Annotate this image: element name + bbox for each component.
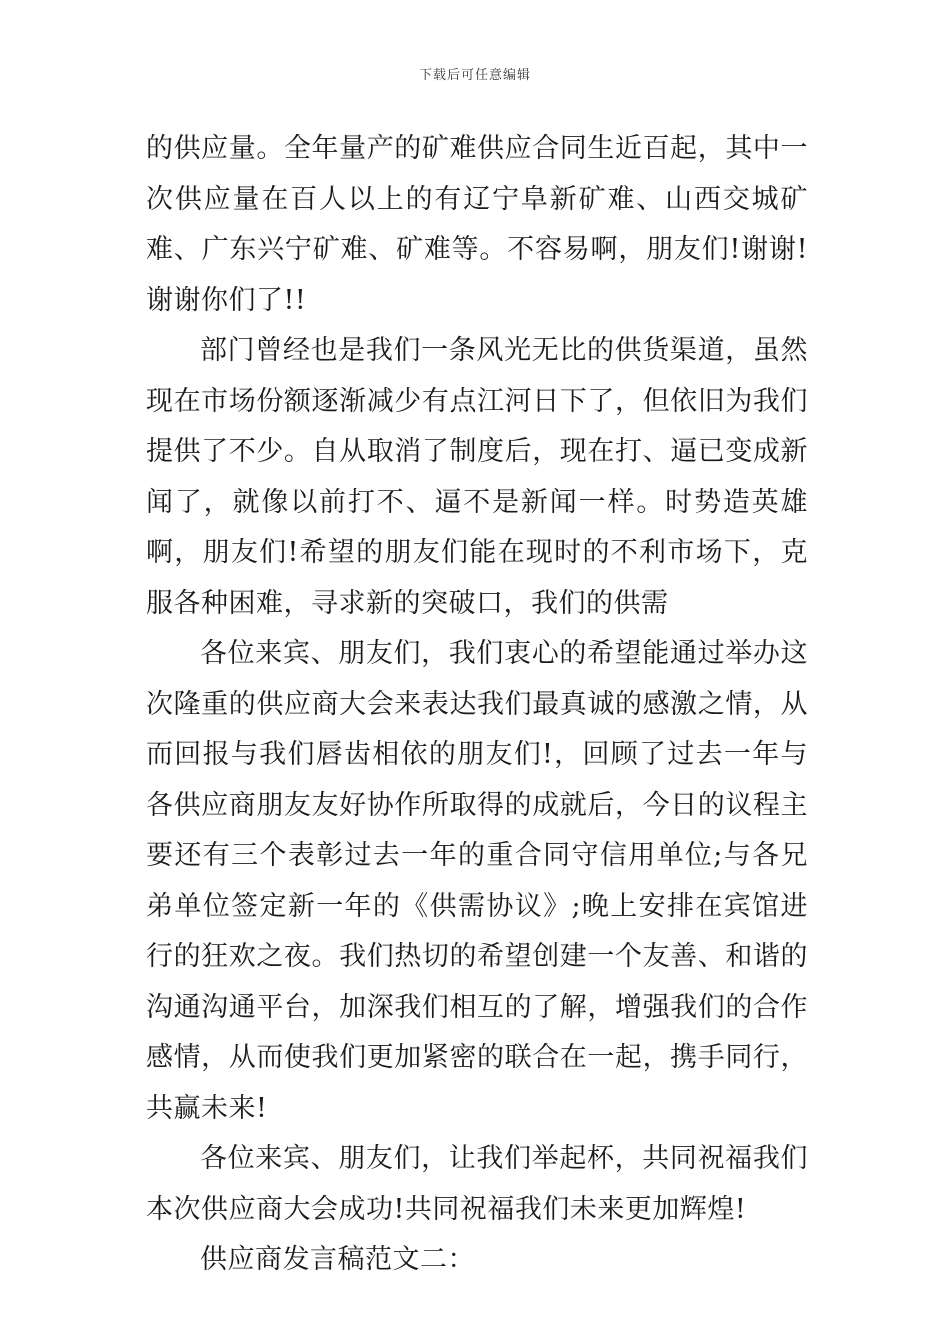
page-header-note: 下载后可任意编辑 — [418, 68, 531, 83]
paragraph: 各位来宾、朋友们，让我们举起杯，共同祝福我们本次供应商大会成功!共同祝福我们未来更加辉煌! — [146, 1143, 808, 1225]
document-body — [146, 124, 808, 1286]
section-heading: 供应商发言稿范文二： — [200, 1244, 475, 1275]
paragraph: 部门曾经也是我们一条风光无比的供货渠道，虽然现在市场份额逐渐减少有点江河日下了，但依旧为我们提供了不少。自从取消了制度后，现在打、逼已变成新闻了，就像以前打不、逼不是新闻一样。时势造英雄啊，朋友们!希望的朋友们能在现时的不利市场下，克服各种困难，寻求新的突破口，我们的供需 — [146, 335, 808, 619]
paragraph: 各位来宾、朋友们，我们衷心的希望能通过举办这次隆重的供应商大会来表达我们最真诚的感激之情，从而回报与我们唇齿相依的朋友们!，回顾了过去一年与各供应商朋友友好协作所取得的成就后，今日的议程主要还有三个表彰过去一年的重合同守信用单位;与各兄弟单位签定新一年的《供需协议》;晚上安排在宾馆进行的狂欢之夜。我们热切的希望创建一个友善、和谐的沟通沟通平台，加深我们相互的了解，增强我们的合作感情，从而使我们更加紧密的联合在一起，携手同行，共赢未来! — [146, 638, 808, 1124]
paragraph-continued: 的供应量。全年量产的矿难供应合同生近百起，其中一次供应量在百人以上的有辽宁阜新矿难、山西交城矿难、广东兴宁矿难、矿难等。不容易啊，朋友们!谢谢!谢谢你们了!! — [146, 133, 808, 316]
